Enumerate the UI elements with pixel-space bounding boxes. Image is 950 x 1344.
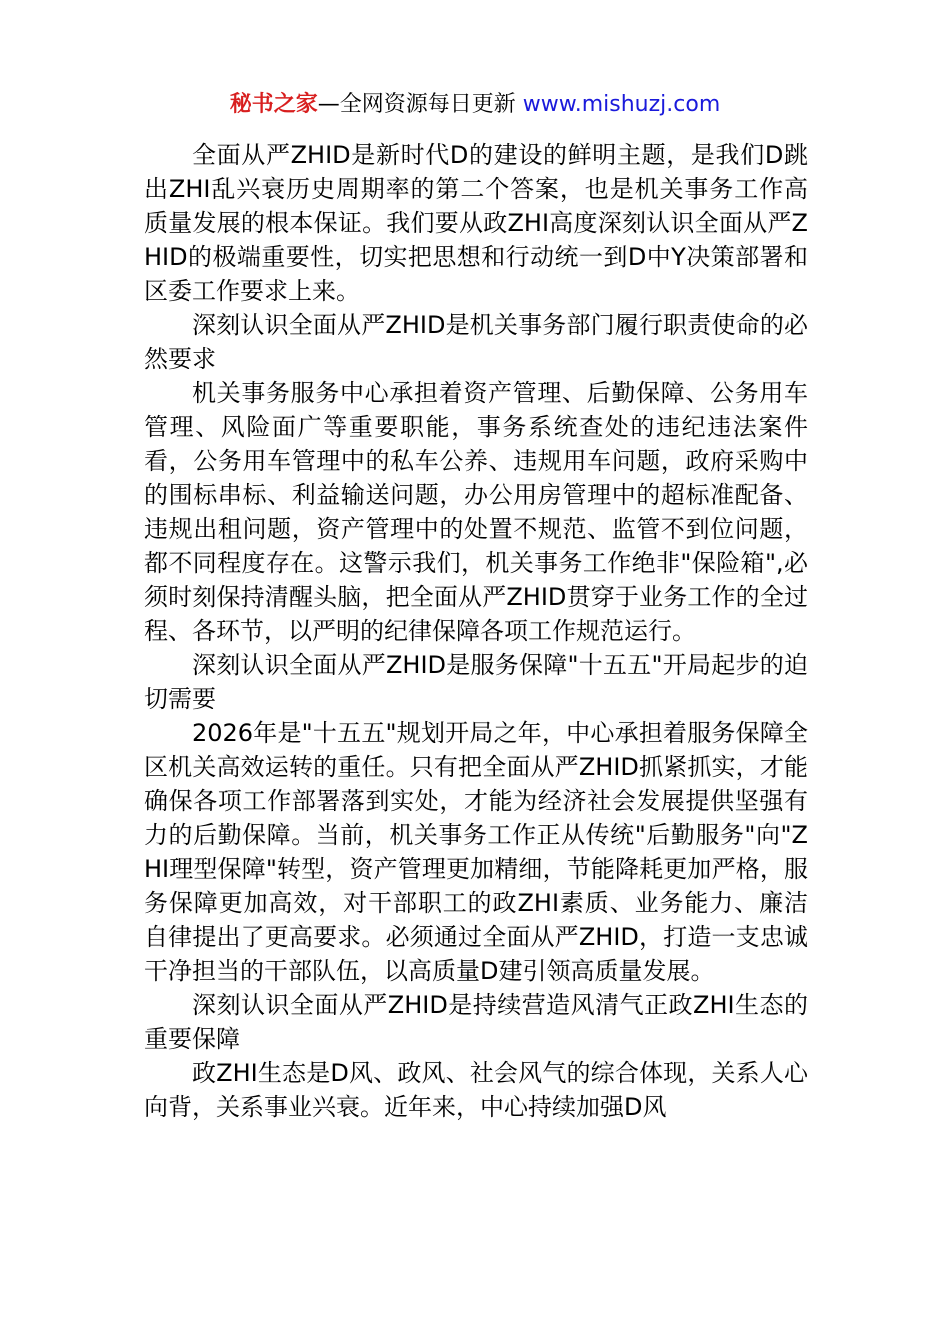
header-url-link[interactable]: www.mishuzj.com xyxy=(522,92,721,117)
document-body xyxy=(144,138,808,1124)
section-heading: 深刻认识全面从严ZHID是持续营造风清气正政ZHI生态的重要保障 xyxy=(144,991,808,1053)
body-paragraph: 政ZHI生态是D风、政风、社会风气的综合体现，关系人心向背，关系事业兴衰。近年来，中心持续加强D风 xyxy=(144,1059,808,1121)
header-brand: 秘书之家 xyxy=(229,92,318,117)
body-paragraph: 2026年是"十五五"规划开局之年，中心承担着服务保障全区机关高效运转的重任。只有把全面从严ZHID抓紧抓实，才能确保各项工作部署落到实处，才能为经济社会发展提供坚强有力的后勤保障。当前，机关事务工作正从传统"后勤服务"向"ZHI理型保障"转型，资产管理更加精细，节能降耗更加严格，服务保障更加高效，对干部职工的政ZHI素质、业务能力、廉洁自律提出了更高要求。必须通过全面从严ZHID，打造一支忠诚干净担当的干部队伍，以高质量D建引领高质量发展。 xyxy=(144,719,808,985)
body-paragraph: 机关事务服务中心承担着资产管理、后勤保障、公务用车管理、风险面广等重要职能，事务系统查处的违纪违法案件看，公务用车管理中的私车公养、违规用车问题，政府采购中的围标串标、利益输送问题，办公用房管理中的超标准配备、违规出租问题，资产管理中的处置不规范、监管不到位问题，都不同程度存在。这警示我们，机关事务工作绝非"保险箱",必须时刻保持清醒头脑，把全面从严ZHID贯穿于业务工作的全过程、各环节，以严明的纪律保障各项工作规范运行。 xyxy=(144,379,808,645)
body-paragraph: 全面从严ZHID是新时代D的建设的鲜明主题，是我们D跳出ZHI乱兴衰历史周期率的第二个答案，也是机关事务工作高质量发展的根本保证。我们要从政ZHI高度深刻认识全面从严ZHID的极端重要性，切实把思想和行动统一到D中Y决策部署和区委工作要求上来。 xyxy=(144,141,808,305)
header-tagline: —全网资源每日更新 xyxy=(317,92,516,117)
section-heading: 深刻认识全面从严ZHID是服务保障"十五五"开局起步的迫切需要 xyxy=(144,651,808,713)
page-header xyxy=(0,88,950,122)
section-heading: 深刻认识全面从严ZHID是机关事务部门履行职责使命的必然要求 xyxy=(144,311,808,373)
